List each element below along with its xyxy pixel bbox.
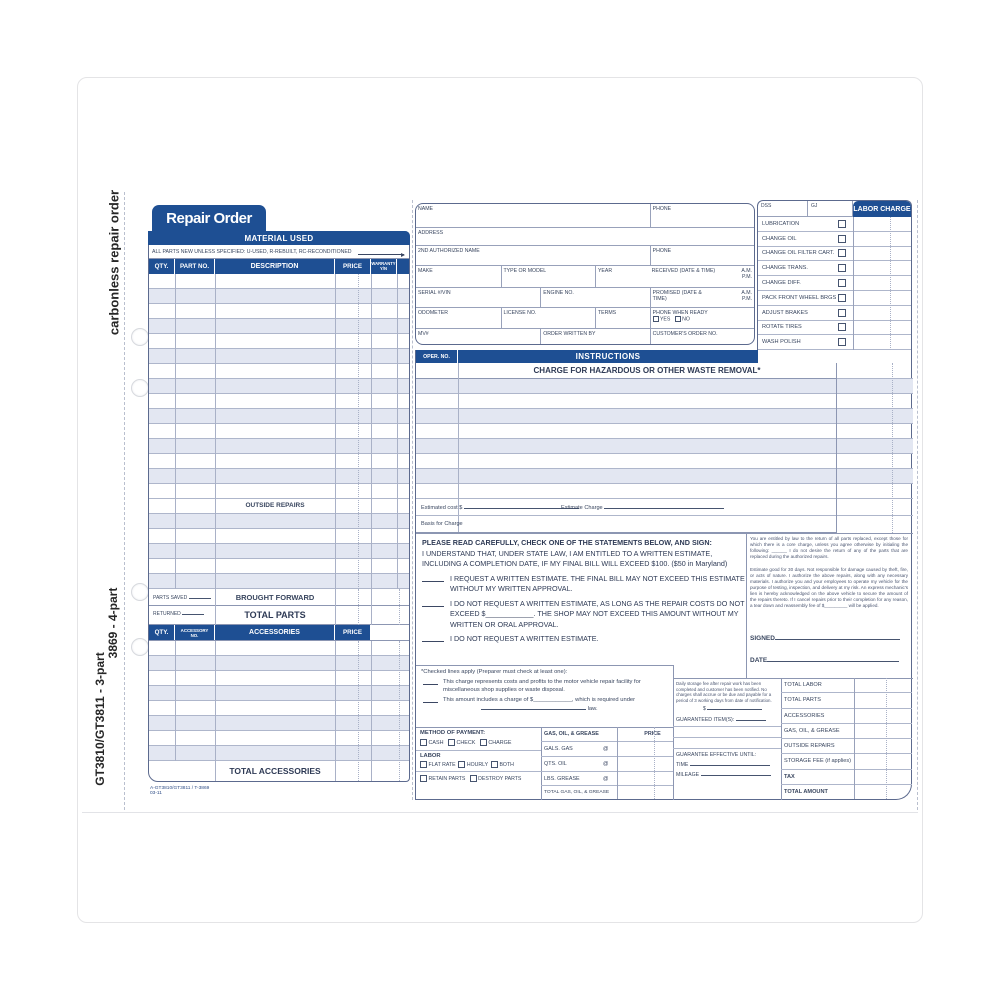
empty-instruction-row[interactable] bbox=[416, 484, 836, 499]
page-title: Repair Order bbox=[166, 209, 252, 227]
spine-text-part-numbers: GT3810/GT3811 - 3-part bbox=[93, 652, 107, 786]
material-used-header: MATERIAL USED bbox=[148, 231, 410, 245]
instructions-block bbox=[415, 350, 912, 800]
customers-order-no-field[interactable]: CUSTOMER'S ORDER NO. bbox=[652, 330, 718, 337]
labor-col-dss: DSS bbox=[758, 201, 808, 217]
parts-saved-label: PARTS SAVED bbox=[153, 594, 211, 601]
phone-field[interactable]: PHONE bbox=[652, 205, 672, 212]
payment-heading: METHOD OF PAYMENT: bbox=[420, 730, 486, 736]
empty-part-row[interactable] bbox=[149, 439, 409, 454]
estimate-statements bbox=[422, 538, 746, 645]
labor-item-checkbox[interactable] bbox=[838, 279, 846, 287]
labor-item-checkbox[interactable] bbox=[838, 235, 846, 243]
estimate-charge-field[interactable] bbox=[604, 504, 724, 509]
charge-checkbox[interactable] bbox=[480, 739, 487, 746]
empty-instruction-row[interactable] bbox=[416, 379, 836, 394]
storage-guarantee-box: Daily storage fee after repair work has been completed and customer has been notified. No charges shall accrue or be due and payable for a period of 3 working days from date of notification. $ GUARANTEED ITEM(S): GUARANTEE EFFECTIVE UNTIL: TIME MILEAGE bbox=[673, 678, 781, 800]
empty-part-row[interactable] bbox=[149, 529, 409, 544]
year-field[interactable]: YEAR bbox=[597, 267, 613, 274]
received-field[interactable]: RECEIVED (DATE & TIME) bbox=[651, 267, 716, 274]
empty-part-row[interactable] bbox=[149, 334, 409, 349]
flat-rate-checkbox[interactable] bbox=[420, 761, 427, 768]
empty-instruction-row[interactable] bbox=[416, 409, 836, 424]
labor-item-checkbox[interactable] bbox=[838, 220, 846, 228]
empty-instruction-row[interactable] bbox=[416, 439, 836, 454]
empty-amount-cell[interactable] bbox=[837, 439, 913, 454]
labor-item-checkbox[interactable] bbox=[838, 264, 846, 272]
instructions-bar: OPER. NO. INSTRUCTIONS bbox=[416, 350, 758, 363]
material-used-panel bbox=[148, 205, 410, 800]
empty-part-row[interactable] bbox=[149, 364, 409, 379]
estimate-row: Estimated cost $ Estimate Charge bbox=[416, 499, 836, 516]
parts-grid-2 bbox=[149, 514, 409, 589]
empty-part-row[interactable] bbox=[149, 544, 409, 559]
gas-total-label: TOTAL GAS, OIL, & GREASE bbox=[544, 790, 610, 795]
empty-part-row[interactable] bbox=[149, 574, 409, 589]
law-blank-field[interactable] bbox=[481, 705, 586, 710]
empty-part-row[interactable] bbox=[149, 424, 409, 439]
license-no-field[interactable]: LICENSE NO. bbox=[503, 309, 537, 316]
labor-amount-column bbox=[836, 363, 913, 533]
empty-accessory-row[interactable] bbox=[149, 686, 409, 701]
accessories-grid bbox=[149, 641, 409, 761]
labor-item-checkbox[interactable] bbox=[838, 338, 846, 346]
empty-instruction-row[interactable] bbox=[416, 454, 836, 469]
promised-field[interactable]: PROMISED (DATE & TIME) bbox=[652, 289, 702, 302]
material-columns-header: QTY. PART NO. DESCRIPTION PRICE WARRANTY Y/N bbox=[149, 259, 409, 274]
empty-accessory-row[interactable] bbox=[149, 701, 409, 716]
hourly-checkbox[interactable] bbox=[458, 761, 465, 768]
empty-instruction-row[interactable] bbox=[416, 469, 836, 484]
empty-part-row[interactable] bbox=[149, 514, 409, 529]
shop-supplies-notes: *Checked lines apply (Preparer must check at least one): This charge represents costs and profits to the motor vehicle repair facility for miscellaneous shop supplies or waste disposal. This amount includes a charge of $____________, which is required under law. bbox=[421, 669, 671, 713]
statement-option-2[interactable]: I DO NOT REQUEST A WRITTEN ESTIMATE, AS LONG AS THE REPAIR COSTS DO NOT EXCEED $____________. THE SHOP MAY NOT EXCEED THIS AMOUNT WITHOUT MY WRITTEN OR ORAL APPROVAL. bbox=[422, 599, 746, 631]
name-field[interactable]: NAME bbox=[418, 205, 433, 212]
empty-amount-cell[interactable] bbox=[837, 454, 913, 469]
signed-line[interactable]: SIGNED bbox=[750, 635, 908, 642]
punch-hole bbox=[131, 379, 149, 397]
legal-paragraph-1: You are entitled by law to the return of all parts replaced, except those for which there is a core charge, unless you agree otherwise by initialing the following: ______ I do not desire the return of any of the parts that are replaced during the authorized repairs. bbox=[750, 536, 908, 559]
empty-part-row[interactable] bbox=[149, 469, 409, 484]
phone-ready-yes-checkbox[interactable] bbox=[653, 316, 659, 322]
total-parts-row: TOTAL PARTS bbox=[149, 606, 409, 625]
guaranteed-items-line[interactable] bbox=[673, 727, 781, 738]
empty-part-row[interactable] bbox=[149, 454, 409, 469]
empty-accessory-row[interactable] bbox=[149, 641, 409, 656]
model-field[interactable]: TYPE OR MODEL bbox=[503, 267, 547, 274]
repair-order-tab bbox=[152, 205, 266, 231]
empty-accessory-row[interactable] bbox=[149, 716, 409, 731]
am-label: A.M. bbox=[741, 267, 752, 274]
labor-item-checkbox[interactable] bbox=[838, 309, 846, 317]
legal-paragraph-2: Estimate good for 30 days. Not responsible for damage caused by theft, fire, or acts of nature. I authorize the above repairs, along with any necessary materials. I authorize you and your employees to operate my vehicle for the purpose of testing, inspection, and delivery at my risk. An express mechanic's lien is hereby acknowledged on the above vehicle to secure the amount of the repairs thereto. If I cancel repairs prior to their completion for any reason, a tear down and reassembly fee of $_________ will be applied. bbox=[750, 567, 908, 608]
labor-item-checkbox[interactable] bbox=[838, 249, 846, 257]
empty-instruction-row[interactable] bbox=[416, 424, 836, 439]
second-authorized-name-field[interactable]: 2ND AUTHORIZED NAME bbox=[418, 247, 480, 254]
statements-heading: PLEASE READ CAREFULLY, CHECK ONE OF THE STATEMENTS BELOW, AND SIGN: bbox=[422, 538, 712, 547]
empty-part-row[interactable] bbox=[149, 274, 409, 289]
check-checkbox[interactable] bbox=[448, 739, 455, 746]
empty-amount-cell[interactable] bbox=[837, 424, 913, 439]
mv-field[interactable]: MV# bbox=[418, 330, 429, 337]
guaranteed-items-line[interactable] bbox=[673, 738, 781, 749]
empty-part-row[interactable] bbox=[149, 409, 409, 424]
outside-repairs-row: OUTSIDE REPAIRS bbox=[149, 499, 409, 514]
empty-part-row[interactable] bbox=[149, 559, 409, 574]
empty-part-row[interactable] bbox=[149, 289, 409, 304]
brought-forward-row: BROUGHT FORWARD bbox=[149, 589, 409, 606]
mileage-field[interactable] bbox=[701, 771, 771, 776]
labor-charge-tab: LABOR CHARGE bbox=[853, 201, 911, 217]
phone-when-ready-label: PHONE WHEN READY bbox=[652, 309, 708, 316]
phone2-field[interactable]: PHONE bbox=[652, 247, 672, 254]
empty-amount-cell[interactable] bbox=[837, 484, 913, 499]
method-of-payment-box: METHOD OF PAYMENT: CASH CHECK CHARGE LABOR FLAT RATE HOURLY BOTH RETAIN PARTS DESTROY PARTS bbox=[416, 727, 541, 800]
empty-part-row[interactable] bbox=[149, 349, 409, 364]
retain-parts-checkbox[interactable] bbox=[420, 775, 427, 782]
empty-accessory-row[interactable] bbox=[149, 656, 409, 671]
statement-option-3[interactable]: I DO NOT REQUEST A WRITTEN ESTIMATE. bbox=[422, 634, 746, 645]
parts-grid bbox=[149, 274, 409, 499]
empty-instruction-row[interactable] bbox=[416, 394, 836, 409]
total-accessories-row: TOTAL ACCESSORIES bbox=[229, 766, 321, 776]
material-used-body bbox=[148, 231, 410, 782]
spine-text-3869: 3869 - 4-part bbox=[106, 587, 120, 659]
labor-col-gj: GJ bbox=[808, 201, 853, 217]
labor-charge-panel: DSS GJ LABOR CHARGE LUBRICATION CHANGE OIL CHANGE OIL FILTER CART. CHANGE TRANS. CHANGE DIFF. PACK FRONT WHEEL BRGS ADJUST BRAKES ROTATE TIRES WASH POLISH bbox=[757, 200, 912, 363]
pm-label: P.M. bbox=[742, 273, 752, 280]
gas-table-header: GAS, OIL, & GREASE bbox=[544, 731, 599, 737]
serial-vin-field[interactable]: SERIAL #/VIN bbox=[418, 289, 451, 296]
punch-hole bbox=[131, 328, 149, 346]
engine-no-field[interactable]: ENGINE NO. bbox=[543, 289, 574, 296]
terms-field[interactable]: TERMS bbox=[597, 309, 617, 316]
parts-note-row: ALL PARTS NEW UNLESS SPECIFIED: U-USED, R-REBUILT, RC-RECONDITIONED bbox=[149, 245, 409, 259]
gas-price-header: PRICE bbox=[644, 731, 661, 737]
note-option-2[interactable]: This amount includes a charge of $____________, which is required under bbox=[421, 697, 671, 704]
accessories-header: QTY. ACCESSORY NO. ACCESSORIES PRICE bbox=[149, 625, 409, 641]
storage-fee-field[interactable] bbox=[707, 705, 762, 710]
date-line[interactable]: DATE bbox=[750, 657, 908, 664]
statements-intro: I UNDERSTAND THAT, UNDER STATE LAW, I AM ENTITLED TO A WRITTEN ESTIMATE, INCLUDING A COMPLETION DATE, IF MY FINAL BILL WILL EXCEED $100. ($50 in Maryland) bbox=[422, 548, 728, 568]
order-written-by-field[interactable]: ORDER WRITTEN BY bbox=[543, 330, 596, 337]
empty-amount-cell[interactable] bbox=[837, 409, 913, 424]
empty-part-row[interactable] bbox=[149, 379, 409, 394]
punch-hole bbox=[131, 583, 149, 601]
notes-heading: *Checked lines apply (Preparer must check at least one): bbox=[421, 669, 568, 675]
empty-part-row[interactable] bbox=[149, 394, 409, 409]
spine-text-carbonless: carbonless repair order bbox=[106, 189, 122, 336]
totals-table: TOTAL LABOR TOTAL PARTS ACCESSORIES GAS, OIL, & GREASE OUTSIDE REPAIRS STORAGE FEE (if applies) TAX TOTAL AMOUNT bbox=[781, 678, 912, 799]
empty-accessory-row[interactable] bbox=[149, 731, 409, 746]
oper-no-header: OPER. NO. bbox=[416, 350, 458, 363]
empty-amount-cell[interactable] bbox=[837, 394, 913, 409]
address-field[interactable]: ADDRESS bbox=[418, 229, 444, 236]
legal-text bbox=[750, 536, 908, 609]
guaranteed-items-field[interactable] bbox=[736, 716, 766, 721]
time-field[interactable] bbox=[690, 761, 770, 766]
note-arrow-icon bbox=[358, 254, 404, 255]
note-option-1[interactable]: This charge represents costs and profits to the motor vehicle repair facility for miscellaneous shop supplies or waste disposal. bbox=[421, 679, 671, 694]
labor-rate-heading: LABOR bbox=[420, 753, 441, 759]
labor-item-checkbox[interactable] bbox=[838, 323, 846, 331]
guaranteed-items-label: GUARANTEED ITEM(S): bbox=[676, 716, 735, 723]
phone-ready-no-checkbox[interactable] bbox=[675, 316, 681, 322]
empty-amount-cell[interactable] bbox=[837, 379, 913, 394]
empty-amount-cell[interactable] bbox=[837, 469, 913, 484]
empty-part-row[interactable] bbox=[149, 304, 409, 319]
punch-hole bbox=[131, 638, 149, 656]
customer-info-panel: NAME PHONE ADDRESS 2ND AUTHORIZED NAME PHONE MAKE TYPE OR MODEL YEAR RECEIVED (DATE & TIME) A.M. P.M. SERIAL #/VIN ENGINE NO. PROMISED (DATE & TIME) A.M. P.M. ODOMETER LICENSE NO. TERMS PHONE WHEN READY YES NO MV# ORDER WRITTEN BY CUSTOMER'S ORDER NO. bbox=[415, 203, 755, 345]
form-number: A-GT3810/GT3811 / T-3869 03-11 bbox=[150, 786, 210, 797]
statement-option-1[interactable]: I REQUEST A WRITTEN ESTIMATE. THE FINAL BILL MAY NOT EXCEED THIS ESTIMATE WITHOUT MY WRITTEN APPROVAL. bbox=[422, 574, 746, 595]
storage-fee-text: Daily storage fee after repair work has been completed and customer has been notified. No charges shall accrue or be due and payable for a period of 3 working days from date of notification. bbox=[676, 681, 772, 704]
destroy-parts-checkbox[interactable] bbox=[470, 775, 477, 782]
returned-label: RETURNED bbox=[153, 610, 204, 617]
am-label: A.M. bbox=[741, 289, 753, 296]
empty-accessory-row[interactable] bbox=[149, 746, 409, 761]
make-field[interactable]: MAKE bbox=[418, 267, 433, 274]
basis-for-charge-row: Basis for Charge bbox=[416, 516, 836, 533]
empty-accessory-row[interactable] bbox=[149, 671, 409, 686]
pm-label: P.M. bbox=[742, 295, 753, 302]
both-checkbox[interactable] bbox=[491, 761, 498, 768]
gas-oil-grease-table: GAS, OIL, & GREASE PRICE GALS. GAS @ QTS. OIL @ LBS. GREASE @ TOTAL GAS, OIL, & GREASE bbox=[541, 727, 673, 800]
empty-part-row[interactable] bbox=[149, 484, 409, 499]
instructions-grid bbox=[416, 379, 836, 499]
hazard-charge-row: CHARGE FOR HAZARDOUS OR OTHER WASTE REMOVAL* bbox=[416, 363, 836, 379]
cash-checkbox[interactable] bbox=[420, 739, 427, 746]
labor-item-checkbox[interactable] bbox=[838, 294, 846, 302]
odometer-field[interactable]: ODOMETER bbox=[418, 309, 448, 316]
guarantee-effective-label: GUARANTEE EFFECTIVE UNTIL: bbox=[676, 751, 757, 758]
empty-part-row[interactable] bbox=[149, 319, 409, 334]
